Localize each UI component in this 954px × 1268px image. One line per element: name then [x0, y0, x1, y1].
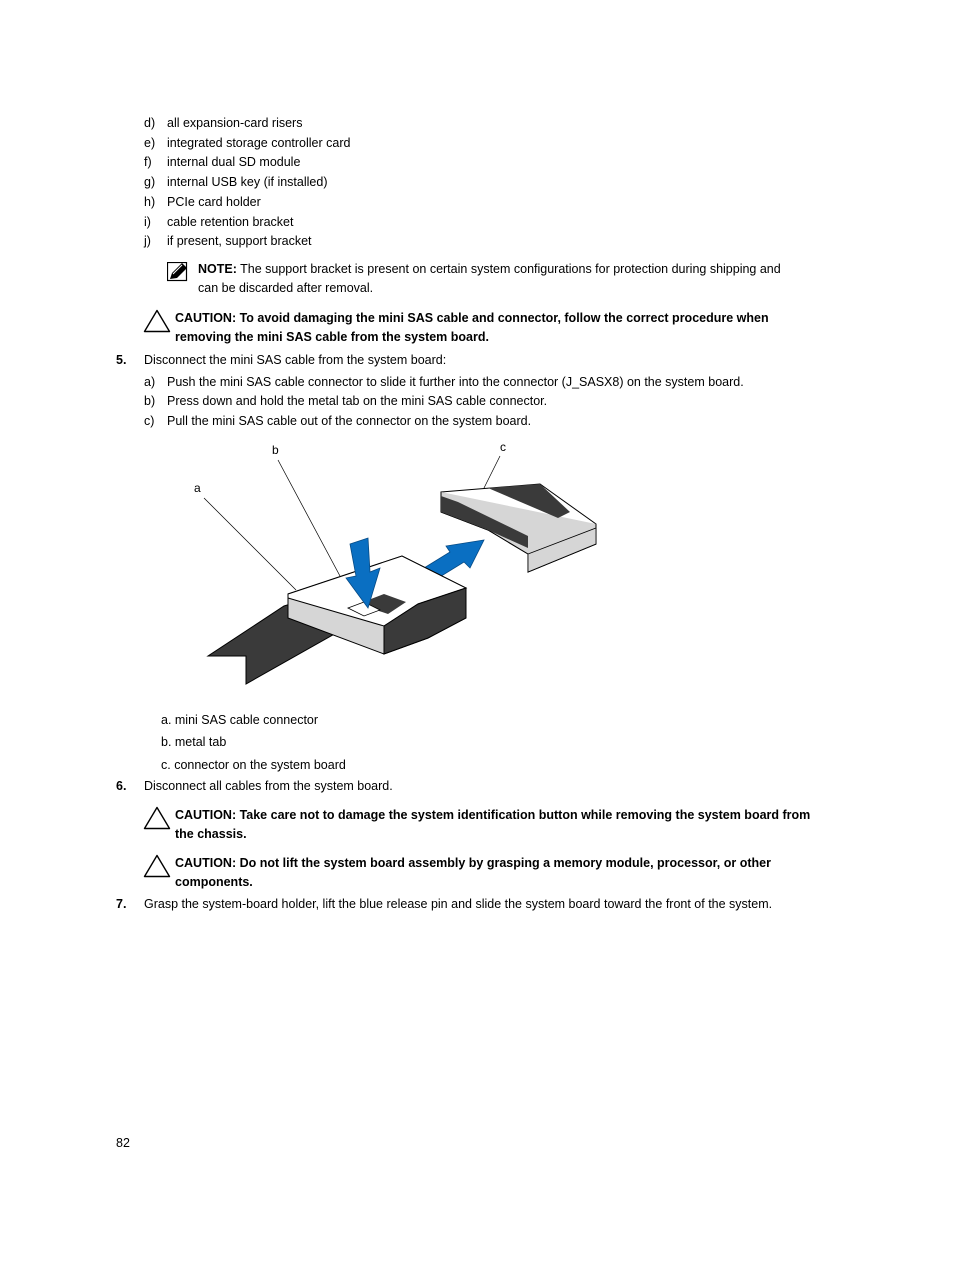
figure-legend-item: a. mini SAS cable connector — [161, 713, 319, 727]
list-item-text: if present, support bracket — [167, 234, 312, 248]
mini-sas-connector-figure — [188, 438, 608, 688]
substep-letter: c) — [144, 414, 155, 428]
list-item-letter: f) — [144, 155, 152, 169]
note-text-line2: can be discarded after removal. — [198, 281, 374, 295]
caution-line2: the chassis. — [175, 827, 247, 841]
list-item-text: cable retention bracket — [167, 215, 294, 229]
caution-line1: CAUTION: To avoid damaging the mini SAS cable and connector, follow the correct procedure when — [175, 311, 769, 325]
caution-line1: CAUTION: Take care not to damage the system identification button while removing the system board from — [175, 808, 811, 822]
list-item-text: internal dual SD module — [167, 155, 301, 169]
step-text: Disconnect all cables from the system board. — [144, 779, 393, 793]
figure-legend-item: b. metal tab — [161, 735, 227, 749]
list-item-text: PCIe card holder — [167, 195, 261, 209]
substep-text: Pull the mini SAS cable out of the connector on the system board. — [167, 414, 532, 428]
substep-text: Press down and hold the metal tab on the mini SAS cable connector. — [167, 394, 548, 408]
list-item-letter: d) — [144, 116, 156, 130]
caution-triangle-icon — [143, 854, 171, 878]
note-label: NOTE: — [198, 262, 237, 276]
step-number: 7. — [116, 897, 127, 911]
caution-line2: components. — [175, 875, 253, 889]
caution-triangle-icon — [143, 806, 171, 830]
note-text-line1: The support bracket is present on certain system configurations for protection during shipping and — [236, 262, 781, 276]
list-item-letter: h) — [144, 195, 156, 209]
leader-line-a — [204, 498, 296, 590]
caution-block — [175, 806, 815, 844]
substep-text: Push the mini SAS cable connector to slide it further into the connector (J_SASX8) on the system board. — [167, 375, 744, 389]
caution-block — [175, 854, 815, 892]
figure-legend-item: c. connector on the system board — [161, 758, 346, 772]
list-item-letter: g) — [144, 175, 156, 189]
note-block — [198, 260, 818, 298]
callout-a: a — [194, 481, 201, 495]
caution-line2: removing the mini SAS cable from the system board. — [175, 330, 489, 344]
step-number: 6. — [116, 779, 127, 793]
list-item-letter: i) — [144, 215, 151, 229]
pencil-note-icon — [167, 262, 189, 282]
caution-block — [175, 309, 815, 347]
callout-b: b — [272, 443, 279, 457]
substep-letter: b) — [144, 394, 156, 408]
list-item-letter: e) — [144, 136, 156, 150]
step-text: Grasp the system-board holder, lift the blue release pin and slide the system board toward the front of the system. — [144, 897, 773, 911]
callout-c: c — [500, 440, 506, 454]
step-number: 5. — [116, 353, 127, 367]
list-item-letter: j) — [144, 234, 151, 248]
list-item-text: internal USB key (if installed) — [167, 175, 328, 189]
list-item-text: all expansion-card risers — [167, 116, 303, 130]
caution-line1: CAUTION: Do not lift the system board assembly by grasping a memory module, processor, or other — [175, 856, 771, 870]
substep-letter: a) — [144, 375, 156, 389]
caution-triangle-icon — [143, 309, 171, 333]
step-text: Disconnect the mini SAS cable from the system board: — [144, 353, 447, 367]
list-item-text: integrated storage controller card — [167, 136, 351, 150]
page-number: 82 — [116, 1136, 130, 1150]
